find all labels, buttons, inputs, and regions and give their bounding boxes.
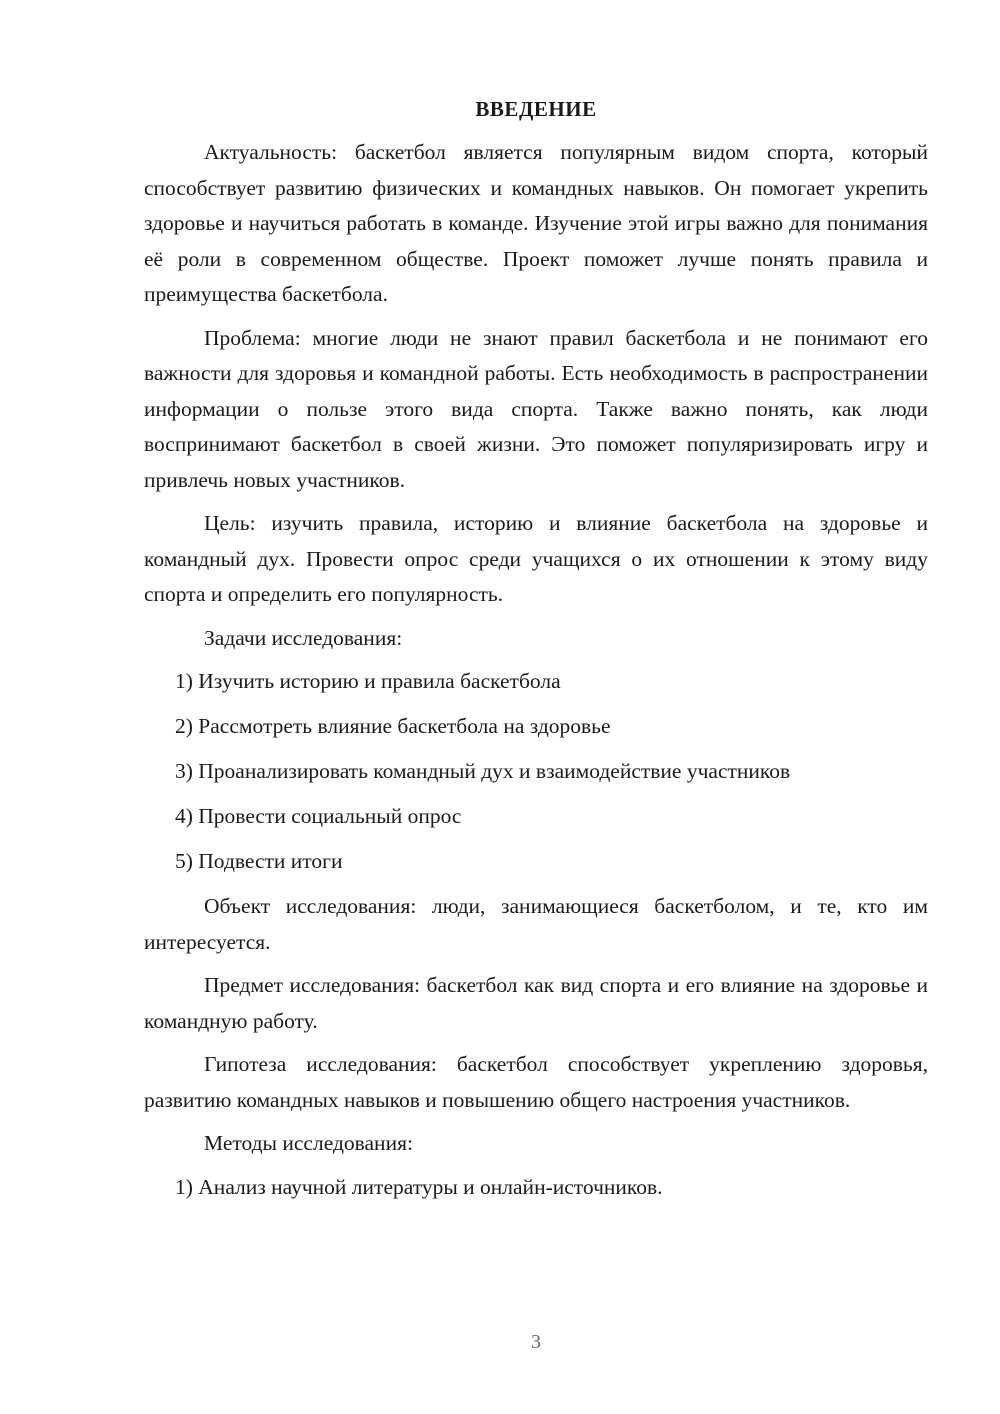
list-item: 1) Изучить историю и правила баскетбола bbox=[175, 669, 561, 693]
methods-list bbox=[144, 1170, 928, 1206]
tasks-title: Задачи исследования: bbox=[204, 625, 403, 650]
object-paragraph: Объект исследования: люди, занимающиеся баскетболом, и те, кто им интересуется. bbox=[144, 894, 928, 954]
problem-paragraph: Проблема: многие люди не знают правил баскетбола и не понимают его важности для здоровья и командной работы. Есть необходимость в распространении информации о пользе этого вида спорта. Также важно понять, как люди воспринимают баскетбол в своей жизни. Это поможет популяризировать игру и привлечь новых участников. bbox=[144, 325, 928, 492]
hypothesis-paragraph: Гипотеза исследования: баскетбол способствует укреплению здоровья, развитию командных навыков и повышению общего настроения участников. bbox=[144, 1052, 928, 1112]
goal-paragraph: Цель: изучить правила, историю и влияние баскетбола на здоровье и командный дух. Провести опрос среди учащихся о их отношении к этому виду спорта и определить его популярность. bbox=[144, 511, 928, 606]
relevance-paragraph: Актуальность: баскетбол является популярным видом спорта, который способствует развитию физических и командных навыков. Он помогает укрепить здоровье и научиться работать в команде. Изучение этой игры важно для понимания её роли в современном обществе. Проект поможет лучше понять правила и преимущества баскетбола. bbox=[144, 140, 928, 306]
page-number: 3 bbox=[531, 1331, 541, 1353]
subject-paragraph: Предмет исследования: баскетбол как вид спорта и его влияние на здоровье и командную работу. bbox=[144, 973, 928, 1033]
list-item: 1) Анализ научной литературы и онлайн-источников. bbox=[175, 1174, 663, 1199]
list-item: 3) Проанализировать командный дух и взаимодействие участников bbox=[175, 759, 791, 783]
list-item: 2) Рассмотреть влияние баскетбола на здоровье bbox=[175, 714, 611, 738]
document-page bbox=[144, 92, 928, 1215]
list-item: 5) Подвести итоги bbox=[175, 849, 343, 873]
list-item: 4) Провести социальный опрос bbox=[175, 804, 462, 828]
methods-title: Методы исследования: bbox=[204, 1131, 413, 1155]
tasks-list bbox=[144, 664, 928, 880]
section-heading: ВВЕДЕНИЕ bbox=[475, 97, 597, 121]
